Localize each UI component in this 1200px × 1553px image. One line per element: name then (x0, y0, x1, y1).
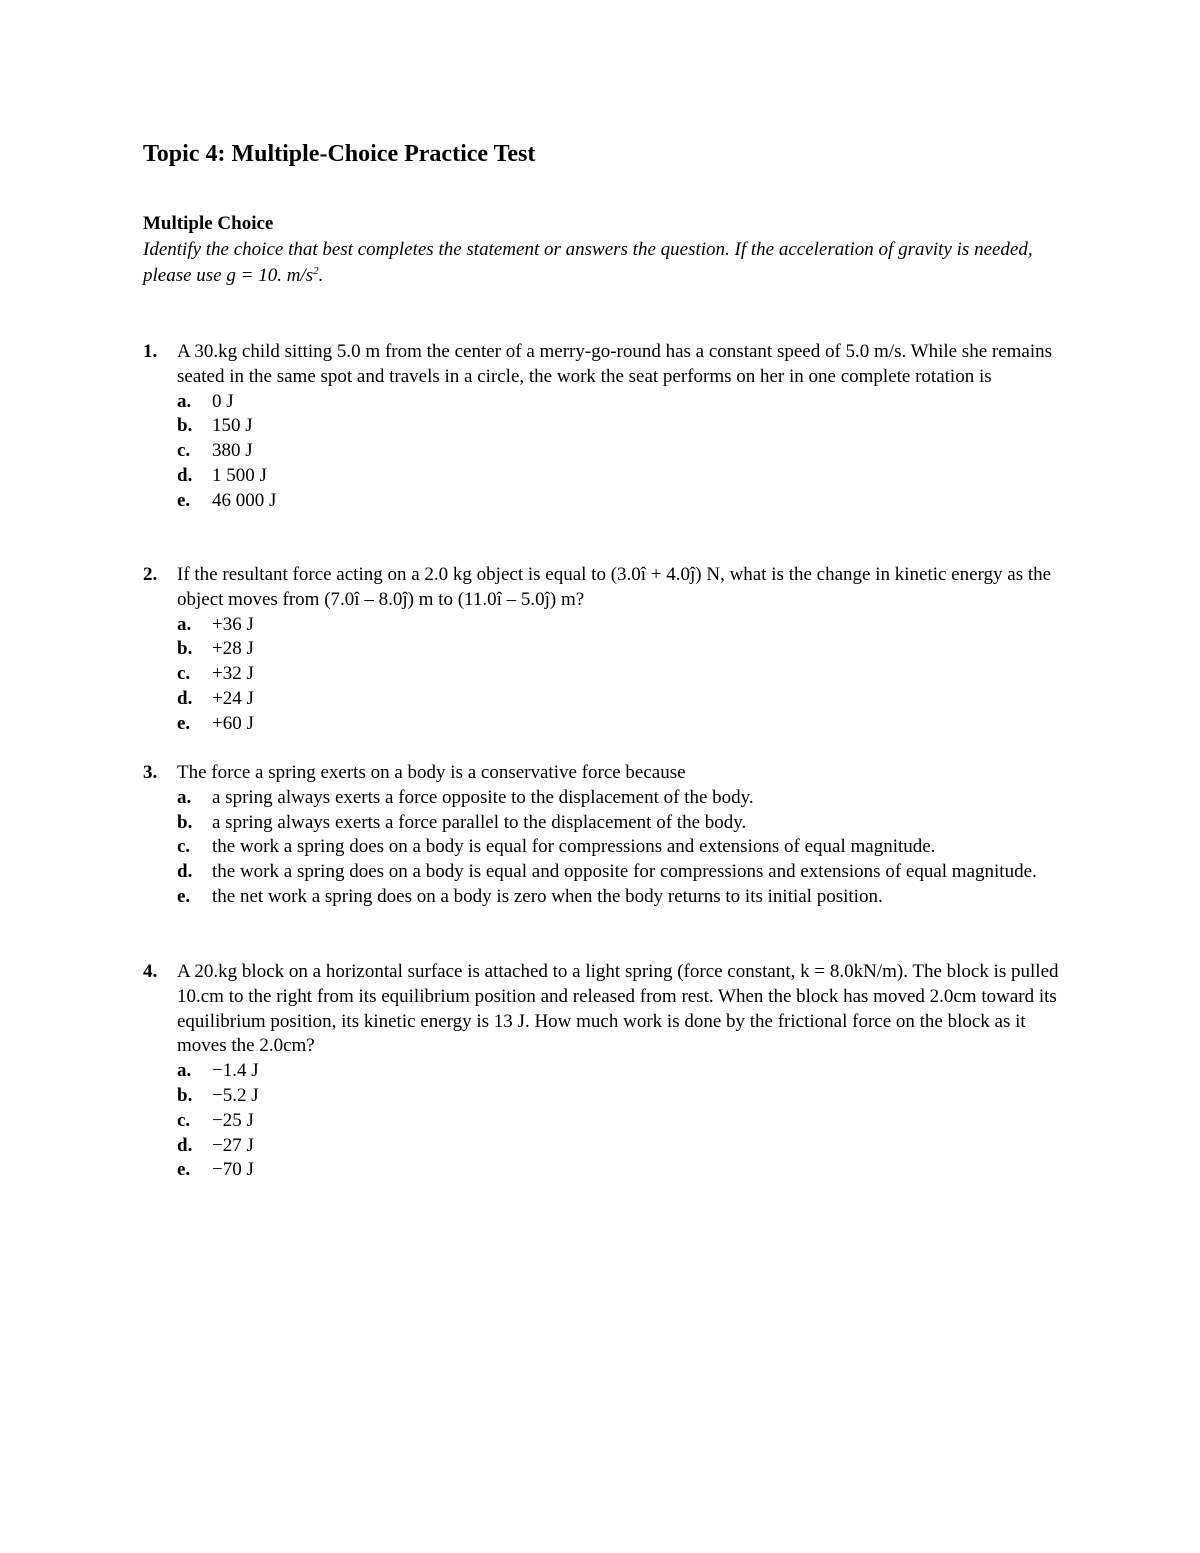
option-label: c. (177, 836, 191, 858)
option-e (177, 712, 1063, 737)
option-text: +36 J (212, 613, 254, 635)
option-d (177, 687, 1063, 712)
option-label: e. (177, 1159, 191, 1181)
option-text: 380 J (212, 440, 253, 462)
question-3 (143, 761, 1063, 910)
option-label: d. (177, 464, 193, 486)
question-1 (143, 340, 1063, 514)
question-2 (143, 563, 1063, 737)
option-text: 46 000 J (212, 489, 277, 511)
option-label: b. (177, 415, 193, 437)
option-label: a. (177, 613, 192, 635)
page-title: Topic 4: Multiple-Choice Practice Test (143, 141, 536, 167)
option-e (177, 1158, 1063, 1183)
option-label: b. (177, 638, 193, 660)
option-d (177, 1134, 1063, 1159)
option-text: −25 J (212, 1109, 254, 1131)
question-number: 1. (143, 341, 158, 362)
option-label: c. (177, 1109, 191, 1131)
instructions-end: . (318, 265, 324, 286)
question-number: 2. (143, 564, 158, 585)
option-label: e. (177, 885, 191, 907)
option-label: b. (177, 1084, 193, 1106)
option-a (177, 1059, 1063, 1084)
option-text: 1 500 J (212, 464, 267, 486)
option-text: −5.2 J (212, 1084, 259, 1106)
option-label: a. (177, 786, 192, 808)
option-text: +28 J (212, 638, 254, 660)
option-c (177, 835, 1063, 860)
option-label: d. (177, 861, 193, 883)
option-label: a. (177, 390, 192, 412)
question-text: A 30.kg child sitting 5.0 m from the center of a merry-go-round has a constant speed of 5.0 m/s. While she remains seated in the same spot and travels in a circle, the work the seat performs on her in one complete rotation is (177, 341, 1053, 387)
option-text: +60 J (212, 712, 254, 734)
option-label: d. (177, 1134, 193, 1156)
option-text: +24 J (212, 687, 254, 709)
option-label: d. (177, 687, 193, 709)
option-label: e. (177, 712, 191, 734)
option-label: c. (177, 440, 191, 462)
option-b (177, 414, 1063, 439)
option-label: c. (177, 663, 191, 685)
option-text: a spring always exerts a force parallel to the displacement of the body. (212, 811, 747, 833)
option-text: a spring always exerts a force opposite to the displacement of the body. (212, 786, 754, 808)
question-text: The force a spring exerts on a body is a conservative force because (177, 762, 686, 783)
option-label: a. (177, 1060, 192, 1082)
option-c (177, 1109, 1063, 1134)
option-b (177, 1084, 1063, 1109)
option-e (177, 489, 1063, 514)
section-heading: Multiple Choice (143, 213, 274, 234)
option-e (177, 885, 1063, 910)
instructions-text: Identify the choice that best completes the statement or answers the question. If the acceleration of gravity is needed, please use g = 10. m/s (143, 239, 1033, 286)
option-a (177, 613, 1063, 638)
question-text: A 20.kg block on a horizontal surface is attached to a light spring (force constant, k = 8.0kN/m). The block is pulled 10.cm to the right from its equilibrium position and released from rest. When the block has moved 2.0cm toward its equilibrium position, its kinetic energy is 13 J. How much work is done by the frictional force on the block as it moves the 2.0cm? (177, 961, 1059, 1057)
option-text: 150 J (212, 415, 253, 437)
instructions-superscript: 2 (313, 265, 319, 277)
question-number: 4. (143, 961, 158, 982)
option-b (177, 811, 1063, 836)
question-number: 3. (143, 762, 158, 783)
option-text: the work a spring does on a body is equal and opposite for compressions and extensions of equal magnitude. (212, 861, 1037, 883)
question-text: If the resultant force acting on a 2.0 kg object is equal to (3.0î + 4.0ĵ) N, what is the change in kinetic energy as the object moves from (7.0î – 8.0ĵ) m to (11.0î – 5.0ĵ) m? (177, 564, 1052, 610)
option-b (177, 637, 1063, 662)
instructions (143, 237, 1043, 289)
option-text: the net work a spring does on a body is zero when the body returns to its initial position. (212, 885, 883, 907)
option-label: e. (177, 489, 191, 511)
option-a (177, 390, 1063, 415)
option-text: −1.4 J (212, 1060, 259, 1082)
option-d (177, 860, 1063, 885)
option-a (177, 786, 1063, 811)
option-c (177, 662, 1063, 687)
question-4 (143, 960, 1063, 1183)
option-c (177, 439, 1063, 464)
option-text: the work a spring does on a body is equal for compressions and extensions of equal magnitude. (212, 836, 936, 858)
option-text: 0 J (212, 390, 234, 412)
option-text: +32 J (212, 663, 254, 685)
option-label: b. (177, 811, 193, 833)
option-d (177, 464, 1063, 489)
option-text: −70 J (212, 1159, 254, 1181)
option-text: −27 J (212, 1134, 254, 1156)
